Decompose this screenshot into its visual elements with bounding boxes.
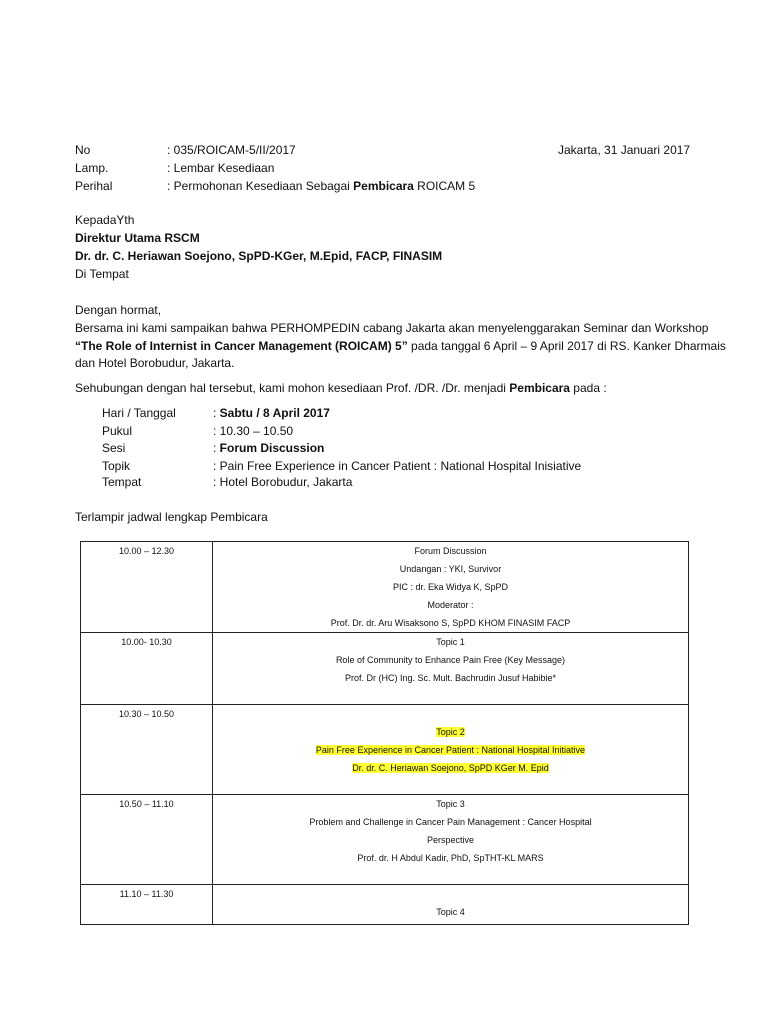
paragraph-1-line-1: Bersama ini kami sampaikan bahwa PERHOMPEDIN cabang Jakarta akan menyelenggarakan Seminar dan Workshop (75, 321, 709, 335)
greeting: Dengan hormat, (75, 303, 162, 317)
detail-colon: : (213, 459, 220, 473)
detail-value-text: Pain Free Experience in Cancer Patient : National Hospital Inisiative (219, 459, 582, 473)
recipient-name: Dr. dr. C. Heriawan Soejono, SpPD-KGer, M.Epid, FACP, FINASIM (75, 249, 443, 263)
table-row (81, 633, 689, 705)
highlighted-text: Dr. dr. C. Heriawan Soejono, SpPD KGer M. Epid (352, 763, 549, 773)
detail-value (213, 423, 293, 440)
table-row (81, 795, 689, 885)
detail-colon: : (213, 406, 220, 420)
recipient-location: Di Tempat (75, 267, 129, 281)
time-cell: 11.10 – 11.30 (81, 885, 213, 925)
recipient-title: Direktur Utama RSCM (75, 231, 200, 245)
perihal-label: Perihal (75, 179, 113, 193)
highlighted-text: Topic 2 (436, 727, 465, 737)
lamp-label: Lamp. (75, 161, 109, 175)
description-cell: Forum Discussion Undangan : YKI, Survivor PIC : dr. Eka Widya K, SpPD Moderator : Prof. Dr. dr. Aru Wisaksono S, SpPD KHOM FINASIM FACP (213, 542, 689, 633)
table-row (81, 885, 689, 925)
detail-value (213, 458, 581, 475)
description-cell: Topic 4 (213, 885, 689, 925)
detail-colon: : (213, 424, 220, 438)
time-cell: 10.30 – 10.50 (81, 705, 213, 795)
detail-value (213, 474, 352, 491)
table-row (81, 542, 689, 633)
place-date: Jakarta, 31 Januari 2017 (558, 143, 691, 157)
paragraph-1-line-3: dan Hotel Borobudur, Jakarta. (75, 356, 235, 370)
highlighted-text: Pain Free Experience in Cancer Patient : National Hospital Initiative (315, 745, 586, 755)
detail-label: Topik (102, 459, 131, 473)
detail-label: Pukul (102, 424, 133, 438)
letter-number: : 035/ROICAM-5/II/2017 (167, 143, 296, 157)
event-title: “The Role of Internist in Cancer Management (ROICAM) 5” (75, 339, 408, 353)
detail-colon: : (213, 441, 220, 455)
detail-value-text: 10.30 – 10.50 (219, 424, 294, 438)
no-label: No (75, 143, 91, 157)
time-cell: 10.00- 10.30 (81, 633, 213, 705)
detail-label: Hari / Tanggal (102, 406, 176, 420)
paragraph-1-line-2: “The Role of Internist in Cancer Management (ROICAM) 5” pada tanggal 6 April – 9 April 2017 di RS. Kanker Dharmais (75, 339, 726, 353)
lamp-value: : Lembar Kesediaan (167, 161, 275, 175)
detail-value-text: Hotel Borobudur, Jakarta (219, 475, 353, 489)
detail-colon: : (213, 475, 220, 489)
time-cell: 10.00 – 12.30 (81, 542, 213, 633)
perihal-value: : Permohonan Kesediaan Sebagai Pembicara ROICAM 5 (167, 179, 476, 193)
kepada-yth: KepadaYth (75, 213, 135, 227)
detail-value-text: Forum Discussion (219, 441, 325, 455)
table-row (81, 705, 689, 795)
detail-value-text: Sabtu / 8 April 2017 (219, 406, 330, 420)
attachment-note: Terlampir jadwal lengkap Pembicara (75, 510, 268, 524)
detail-value (213, 440, 324, 457)
detail-label: Tempat (102, 475, 142, 489)
schedule-table (80, 541, 689, 925)
description-cell (213, 705, 689, 795)
description-cell: Topic 1 Role of Community to Enhance Pain Free (Key Message) Prof. Dr (HC) Ing. Sc. Mult. Bachrudin Jusuf Habibie* (213, 633, 689, 705)
detail-value (213, 405, 330, 422)
detail-label: Sesi (102, 441, 126, 455)
paragraph-2: Sehubungan dengan hal tersebut, kami mohon kesediaan Prof. /DR. /Dr. menjadi Pembicara pada : (75, 381, 607, 395)
description-cell: Topic 3 Problem and Challenge in Cancer Pain Management : Cancer Hospital Perspective Prof. dr. H Abdul Kadir, PhD, SpTHT-KL MARS (213, 795, 689, 885)
time-cell: 10.50 – 11.10 (81, 795, 213, 885)
